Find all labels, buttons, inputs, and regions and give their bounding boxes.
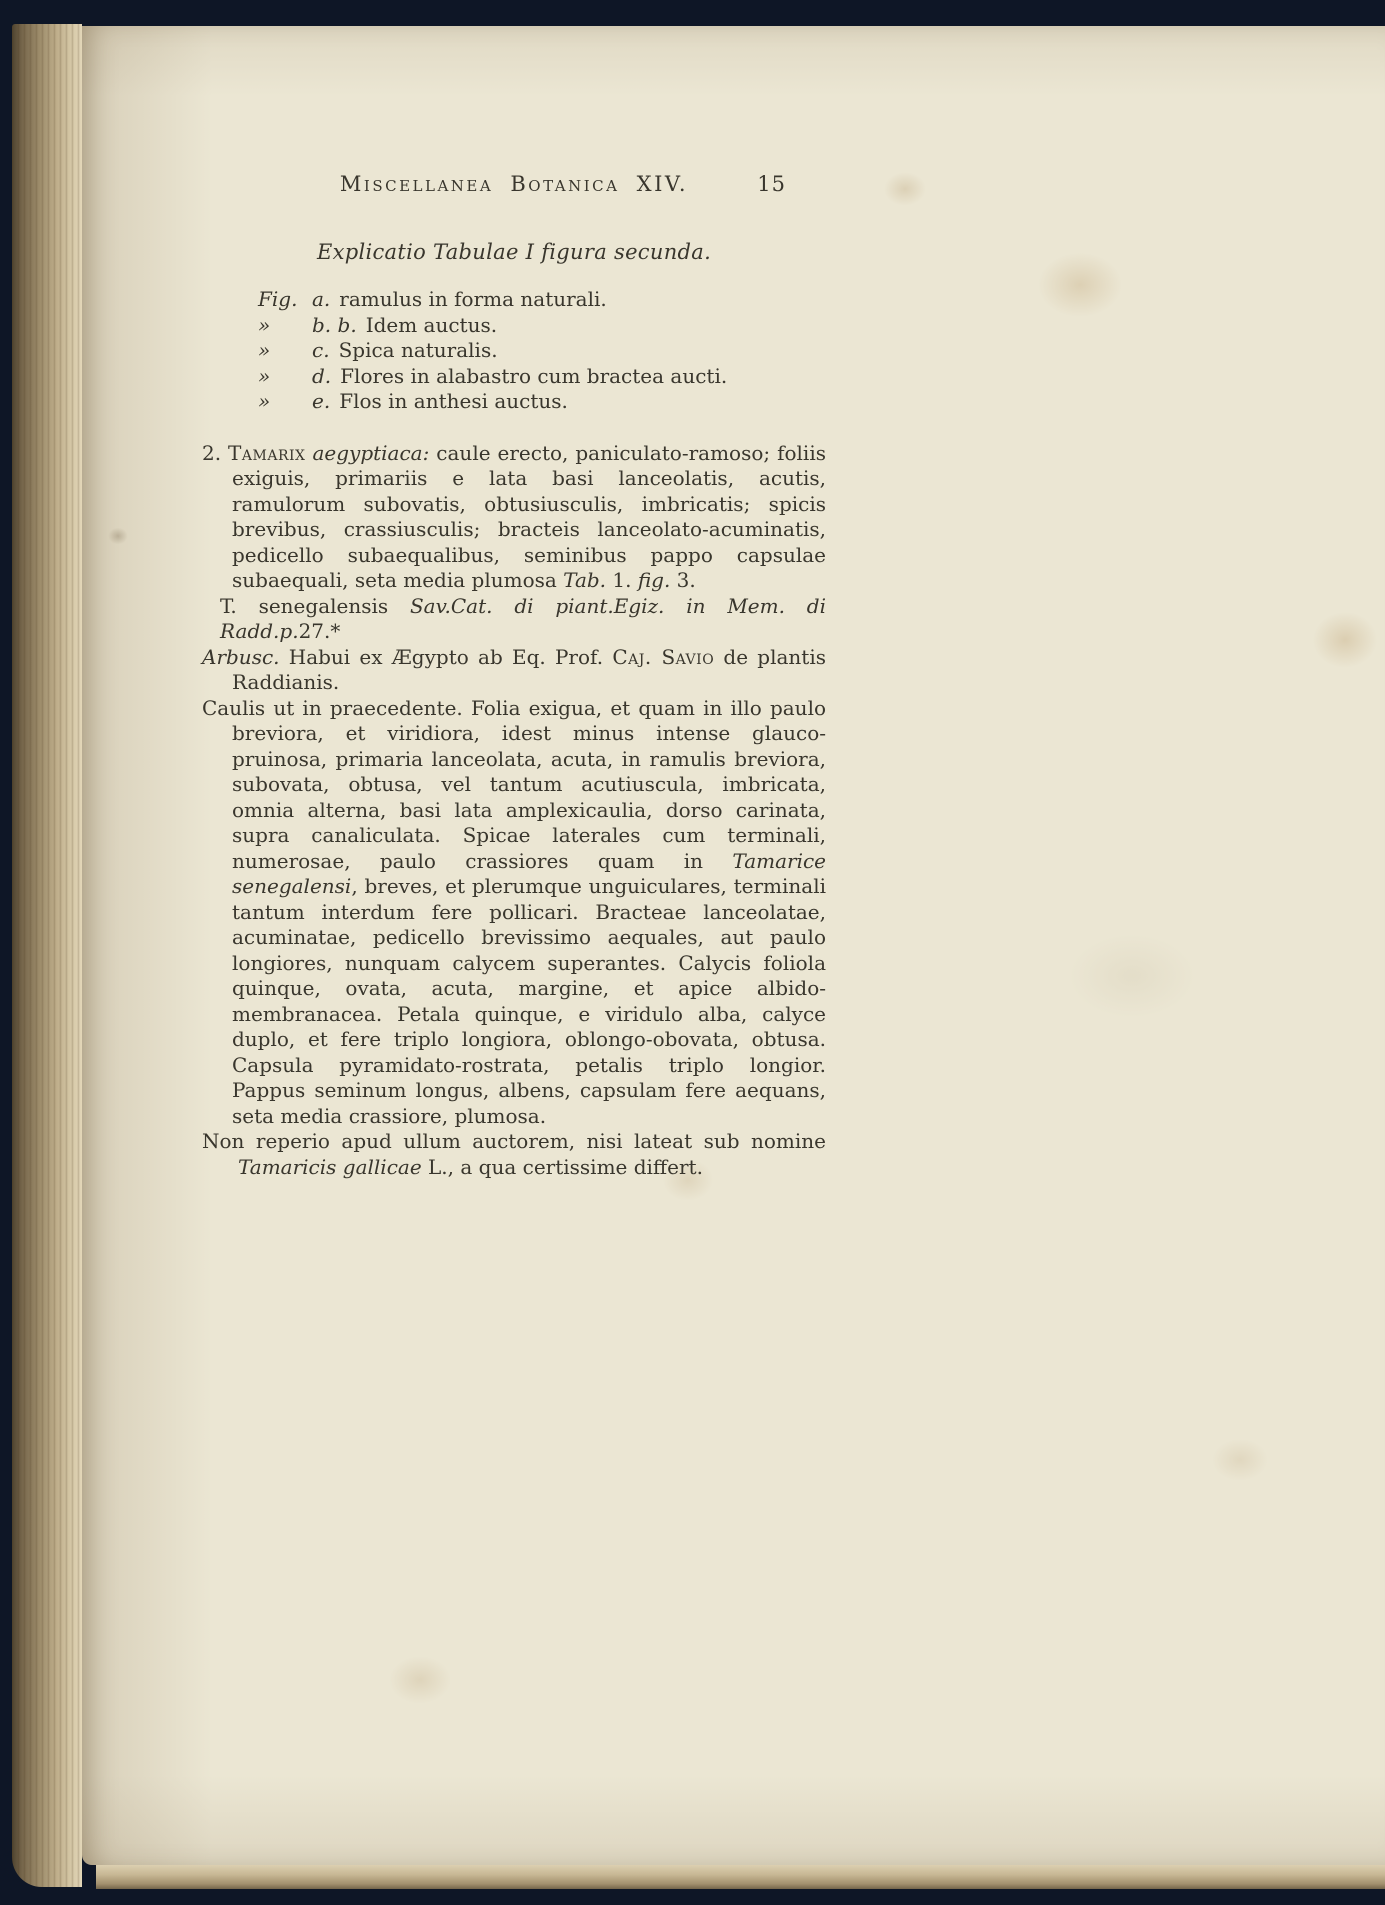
figure-prefix: » (258, 312, 271, 337)
figure-prefix: » (258, 389, 271, 413)
figure-prefix: Fig. (258, 287, 298, 311)
figure-list-item (258, 389, 826, 415)
figure-letter: c. (312, 338, 330, 362)
figure-description: ramulus in forma naturali. (339, 287, 607, 311)
figure-list-item (258, 287, 826, 313)
figure-prefix: » (258, 363, 271, 388)
plate-caption-title: Explicatio Tabulae I figura secunda. (316, 239, 712, 264)
paragraph-species-diagnosis: 2. Tamarix aegyptiaca: caule erecto, paniculato-ramoso; foliis exiguis, primariis e lata basi lanceolatis, acutis, ramulorum subovatis, obtusiusculis, imbricatis; spicis brevibus, crassiusculis; bracteis lanceolato-acuminatis, pedicello subaequalibus, seminibus pappo capsulae subaequali, seta media plumosa Tab. 1. fig. 3. (202, 440, 826, 592)
figure-letter: b. b. (312, 312, 357, 337)
figure-description: Idem auctus. (365, 312, 498, 337)
figure-description: Flos in anthesi auctus. (339, 389, 568, 413)
paragraph-provenance: Arbusc. Habui ex Ægypto ab Eq. Prof. Caj. Savio de plantis Raddianis. (202, 644, 826, 694)
figure-prefix: » (258, 338, 271, 362)
book-fore-edge (12, 24, 82, 1887)
page-number: 15 (757, 172, 786, 196)
paragraph-closing-remark: Non reperio apud ullum auctorem, nisi lateat sub nomine Tamaricis gallicae L., a qua certissime differt. (202, 1129, 826, 1179)
figure-list-item (258, 364, 826, 390)
figure-list-item (258, 338, 826, 364)
text-block (202, 172, 826, 1180)
paragraph-description: Caulis ut in praecedente. Folia exigua, et quam in illo paulo breviora, et viridiora, idest minus intense glauco-pruinosa, primaria lanceolata, acuta, in ramulis breviora, subovata, obtusa, vel tantum acutiuscula, imbricata, omnia alterna, basi lata amplexicaulia, dorso carinata, supra canaliculata. Spicae laterales cum terminali, numerosae, paulo crassiores quam in Tamarice senegalensi, breves, et plerumque unguiculares, terminali tantum interdum fere pollicari. Bracteae lanceolatae, acuminatae, pedicello brevissimo aequales, aut paulo longiores, nunquam calycem superantes. Calycis foliola quinque, ovata, acuta, margine, et apice albido-membranacea. Petala quinque, e viridulo alba, calyce duplo, et fere triplo longiora, oblongo-obovata, obtusa. Capsula pyramidato-rostrata, petalis triplo longior. Pappus seminum longus, albens, capsulam fere aequans, seta media crassiore, plumosa. (202, 695, 826, 1128)
figure-letter: e. (312, 389, 331, 413)
figure-letter: d. (312, 363, 332, 388)
figure-description: Spica naturalis. (338, 338, 498, 362)
figure-letter: a. (312, 287, 331, 311)
running-head (202, 172, 826, 198)
book-page (82, 26, 1385, 1865)
figure-list (258, 287, 826, 415)
paragraph-synonym-citation: T. senegalensis Sav.Cat. di piant.Egiz. in Mem. di Radd.p.27.* (220, 593, 826, 643)
body-paragraphs (202, 441, 826, 1181)
figure-description: Flores in alabastro cum bractea aucti. (340, 363, 728, 388)
figure-list-item (258, 313, 826, 339)
running-title: Miscellanea Botanica XIV. (339, 172, 689, 196)
page-bottom-edge (96, 1863, 1385, 1889)
